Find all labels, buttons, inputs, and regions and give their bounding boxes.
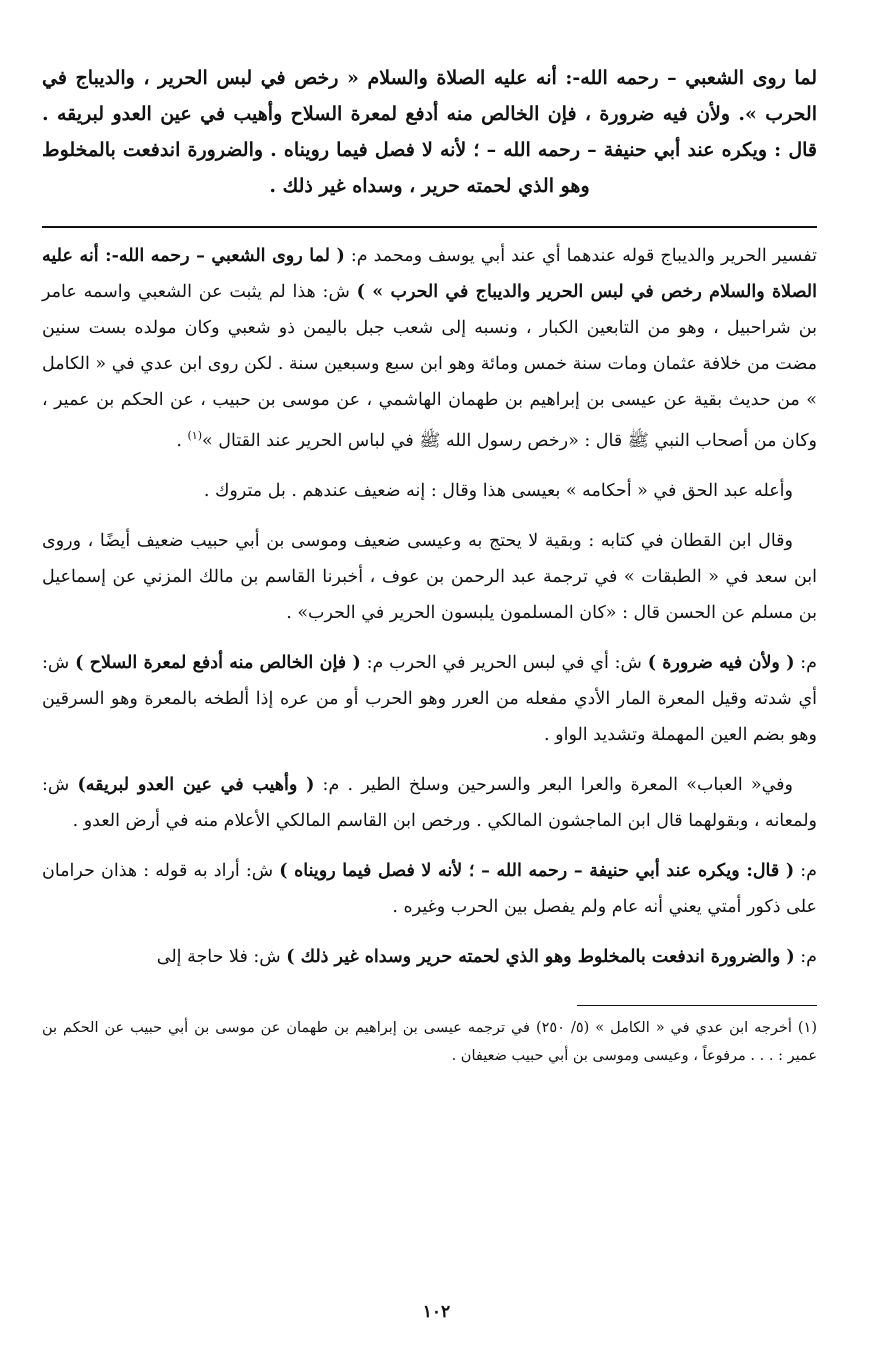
footnote-text: (١) أخرجه ابن عدي في « الكامل » (٥/ ٢٥٠) في ترجمه عيسى بن إبراهيم بن طهمان عن موسى بن أبي حبيب عن الحكم بن عمير : . . . مرفوعاً ، وعيسى وموسى بن أبي حبيب ضعيفان . [42, 1019, 818, 1064]
main-text: لما روى الشعبي – رحمه الله-: أنه عليه الصلاة والسلام « رخص في لبس الحرير ، والديباج في الحرب ». ولأن فيه ضرورة ، فإن الخالص منه أدفع لمعرة السلاح وأهيب في عين العدو لبريقه . قال : ويكره عند أبي حنيفة – رحمه الله – ؛ لأنه لا فصل فيما رويناه . والضرورة اندفعت بالمخلوط وهو الذي لحمته حرير ، وسداه غير ذلك . [42, 67, 817, 197]
commentary-p7-m: م: [794, 946, 817, 967]
commentary-paragraph-7 [42, 939, 817, 975]
commentary-block [42, 238, 817, 975]
commentary-p1-rest: ش: هذا لم يثبت عن الشعبي واسمه عامر بن شراحبيل ، وهو من التابعين الكبار ، ونسبه إلى شعب جبل باليمن ذو شعبي وكان مولده بست سنين مضت من خلافة عثمان ومات سنة خمس ومائة وهو ابن سبع وسبعين سنة . لكن روى ابن عدي في « الكامل » من حديث بقية عن عيسى بن إبراهيم بن طهمان الهاشمي ، عن موسى بن حبيب ، عن الحكم بن عمير ، وكان من أصحاب النبي ﷺ قال : «رخص رسول الله ﷺ في لباس الحرير عند القتال » [42, 282, 817, 451]
footnote-divider [577, 1005, 817, 1006]
commentary-p7-quote: ( والضرورة اندفعت بالمخلوط وهو الذي لحمته حرير وسداه غير ذلك ) [286, 946, 795, 967]
footnote-block [42, 1014, 817, 1070]
commentary-p5-a: وفي« العباب» المعرة والعرا البعر والسرحين وسلخ الطير . م: [314, 774, 793, 795]
commentary-p4-mid: ش: أي في لبس الحرير في الحرب م: [360, 652, 648, 673]
commentary-p6-rest: ش: أراد به قوله : هذان حرامان على ذكور أمتي يعني أنه عام ولم يفصل بين الحرب وغيره . [42, 860, 817, 917]
commentary-p5-rest: ش: ولمعانه ، وبقولهما قال ابن الماجشون المالكي . ورخص ابن القاسم المالكي الأعلام منه في أرض العدو . [42, 774, 817, 831]
commentary-p1-end: . [176, 430, 188, 451]
commentary-p6-quote: ( قال: ويكره عند أبي حنيفة – رحمه الله – ؛ لأنه لا فصل فيما رويناه ) [279, 860, 795, 881]
commentary-p4-rest: ش: أي شدته وقيل المعرة المار الأدي مفعله من العرر وهو الحرب أو من عره إذا ألطخه بالمعرة وهو السرقين وهو بضم العين المهملة وتشديد الواو . [42, 652, 817, 745]
commentary-p4-m: م: [794, 652, 818, 673]
commentary-p6-m: م: [794, 860, 817, 881]
commentary-p4-quote-1: ( ولأن فيه ضرورة ) [647, 652, 795, 673]
commentary-paragraph-3: وقال ابن القطان في كتابه : وبقية لا يحتج به وعيسى ضعيف وموسى بن أبي حبيب ضعيف أيضًا ، وروى ابن سعد في « الطبقات » في ترجمة عبد الرحمن بن عوف ، أخبرنا القاسم بن مالك المزني عن إسماعيل بن مسلم عن الحسن قال : «كان المسلمون يلبسون الحرير في الحرب» . [42, 530, 817, 623]
footnote-marker: (١) [187, 429, 202, 442]
commentary-p7-rest: ش: فلا حاجة إلى [156, 946, 287, 967]
commentary-p1-quote: ( لما روى الشعبي – رحمه الله-: أنه عليه الصلاة والسلام رخص في لبس الحرير والديباج في الحرب » ) [42, 246, 817, 302]
commentary-paragraph-4 [42, 645, 817, 753]
main-text-block [42, 60, 817, 204]
commentary-paragraph-1 [42, 238, 817, 459]
commentary-p1-plain: تفسير الحرير والديباج قوله عندهما أي عند أبي يوسف ومحمد م: [344, 246, 818, 266]
commentary-paragraph-5 [42, 767, 817, 839]
commentary-paragraph-6 [42, 853, 817, 925]
commentary-p5-quote: ( وأهيب في عين العدو لبريقه) [77, 774, 315, 795]
page-number: ١٠٢ [422, 1302, 451, 1322]
main-text-divider [42, 226, 817, 228]
page-body [42, 60, 817, 1070]
commentary-p4-quote-2: ( فإن الخالص منه أدفع لمعرة السلاح ) [75, 652, 361, 673]
commentary-paragraph-2: وأعله عبد الحق في « أحكامه » بعيسى هذا وقال : إنه ضعيف عندهم . بل متروك . [203, 480, 793, 501]
